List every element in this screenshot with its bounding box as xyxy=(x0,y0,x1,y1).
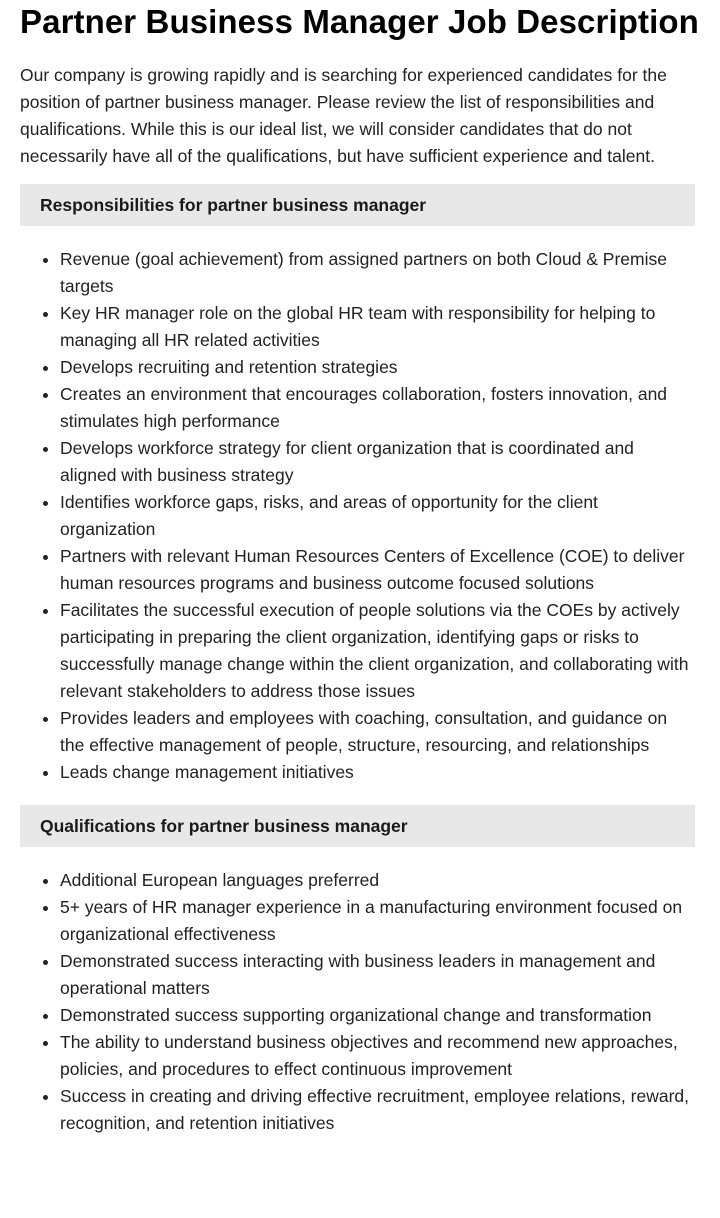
intro-paragraph: Our company is growing rapidly and is searching for experienced candidates for the position of partner business manager. Please review the list of responsibilities and qualifications. While this is our ideal list, we will consider candidates that do not necessarily have all of the qualifications, but have sufficient experience and talent. xyxy=(20,65,667,166)
list-item: • Develops workforce strategy for client organization that is coordinated and aligned with business strategy xyxy=(60,435,695,489)
list-item: • The ability to understand business objectives and recommend new approaches, policies, and procedures to effect continuous improvement xyxy=(60,1029,695,1083)
list-item: • Provides leaders and employees with coaching, consultation, and guidance on the effective management of people, structure, resourcing, and relationships xyxy=(60,705,695,759)
list-item: • Revenue (goal achievement) from assigned partners on both Cloud & Premise targets xyxy=(60,246,695,300)
list-item: • Facilitates the successful execution of people solutions via the COEs by actively participating in preparing the client organization, identifying gaps or risks to successfully manage change within the client organization, and collaborating with relevant stakeholders to address those issues xyxy=(60,597,695,705)
list-item: • Key HR manager role on the global HR team with responsibility for helping to managing all HR related activities xyxy=(60,300,695,354)
qualifications-list xyxy=(20,867,695,1137)
list-item: • Demonstrated success interacting with business leaders in management and operational matters xyxy=(60,948,695,1002)
responsibilities-heading: Responsibilities for partner business manager xyxy=(20,184,695,226)
list-item: • Develops recruiting and retention strategies xyxy=(60,354,695,381)
list-item: • Partners with relevant Human Resources Centers of Excellence (COE) to deliver human resources programs and business outcome focused solutions xyxy=(60,543,695,597)
responsibilities-list xyxy=(20,246,695,786)
list-item: • Success in creating and driving effective recruitment, employee relations, reward, recognition, and retention initiatives xyxy=(60,1083,695,1137)
list-item: • Additional European languages preferred xyxy=(60,867,695,894)
qualifications-heading: Qualifications for partner business manager xyxy=(20,805,695,847)
list-item: • Demonstrated success supporting organizational change and transformation xyxy=(60,1002,695,1029)
list-item: • 5+ years of HR manager experience in a manufacturing environment focused on organizational effectiveness xyxy=(60,894,695,948)
list-item: • Creates an environment that encourages collaboration, fosters innovation, and stimulates high performance xyxy=(60,381,695,435)
list-item: • Identifies workforce gaps, risks, and areas of opportunity for the client organization xyxy=(60,489,695,543)
list-item: • Leads change management initiatives xyxy=(60,759,695,786)
page-title: Partner Business Manager Job Description xyxy=(20,3,699,40)
